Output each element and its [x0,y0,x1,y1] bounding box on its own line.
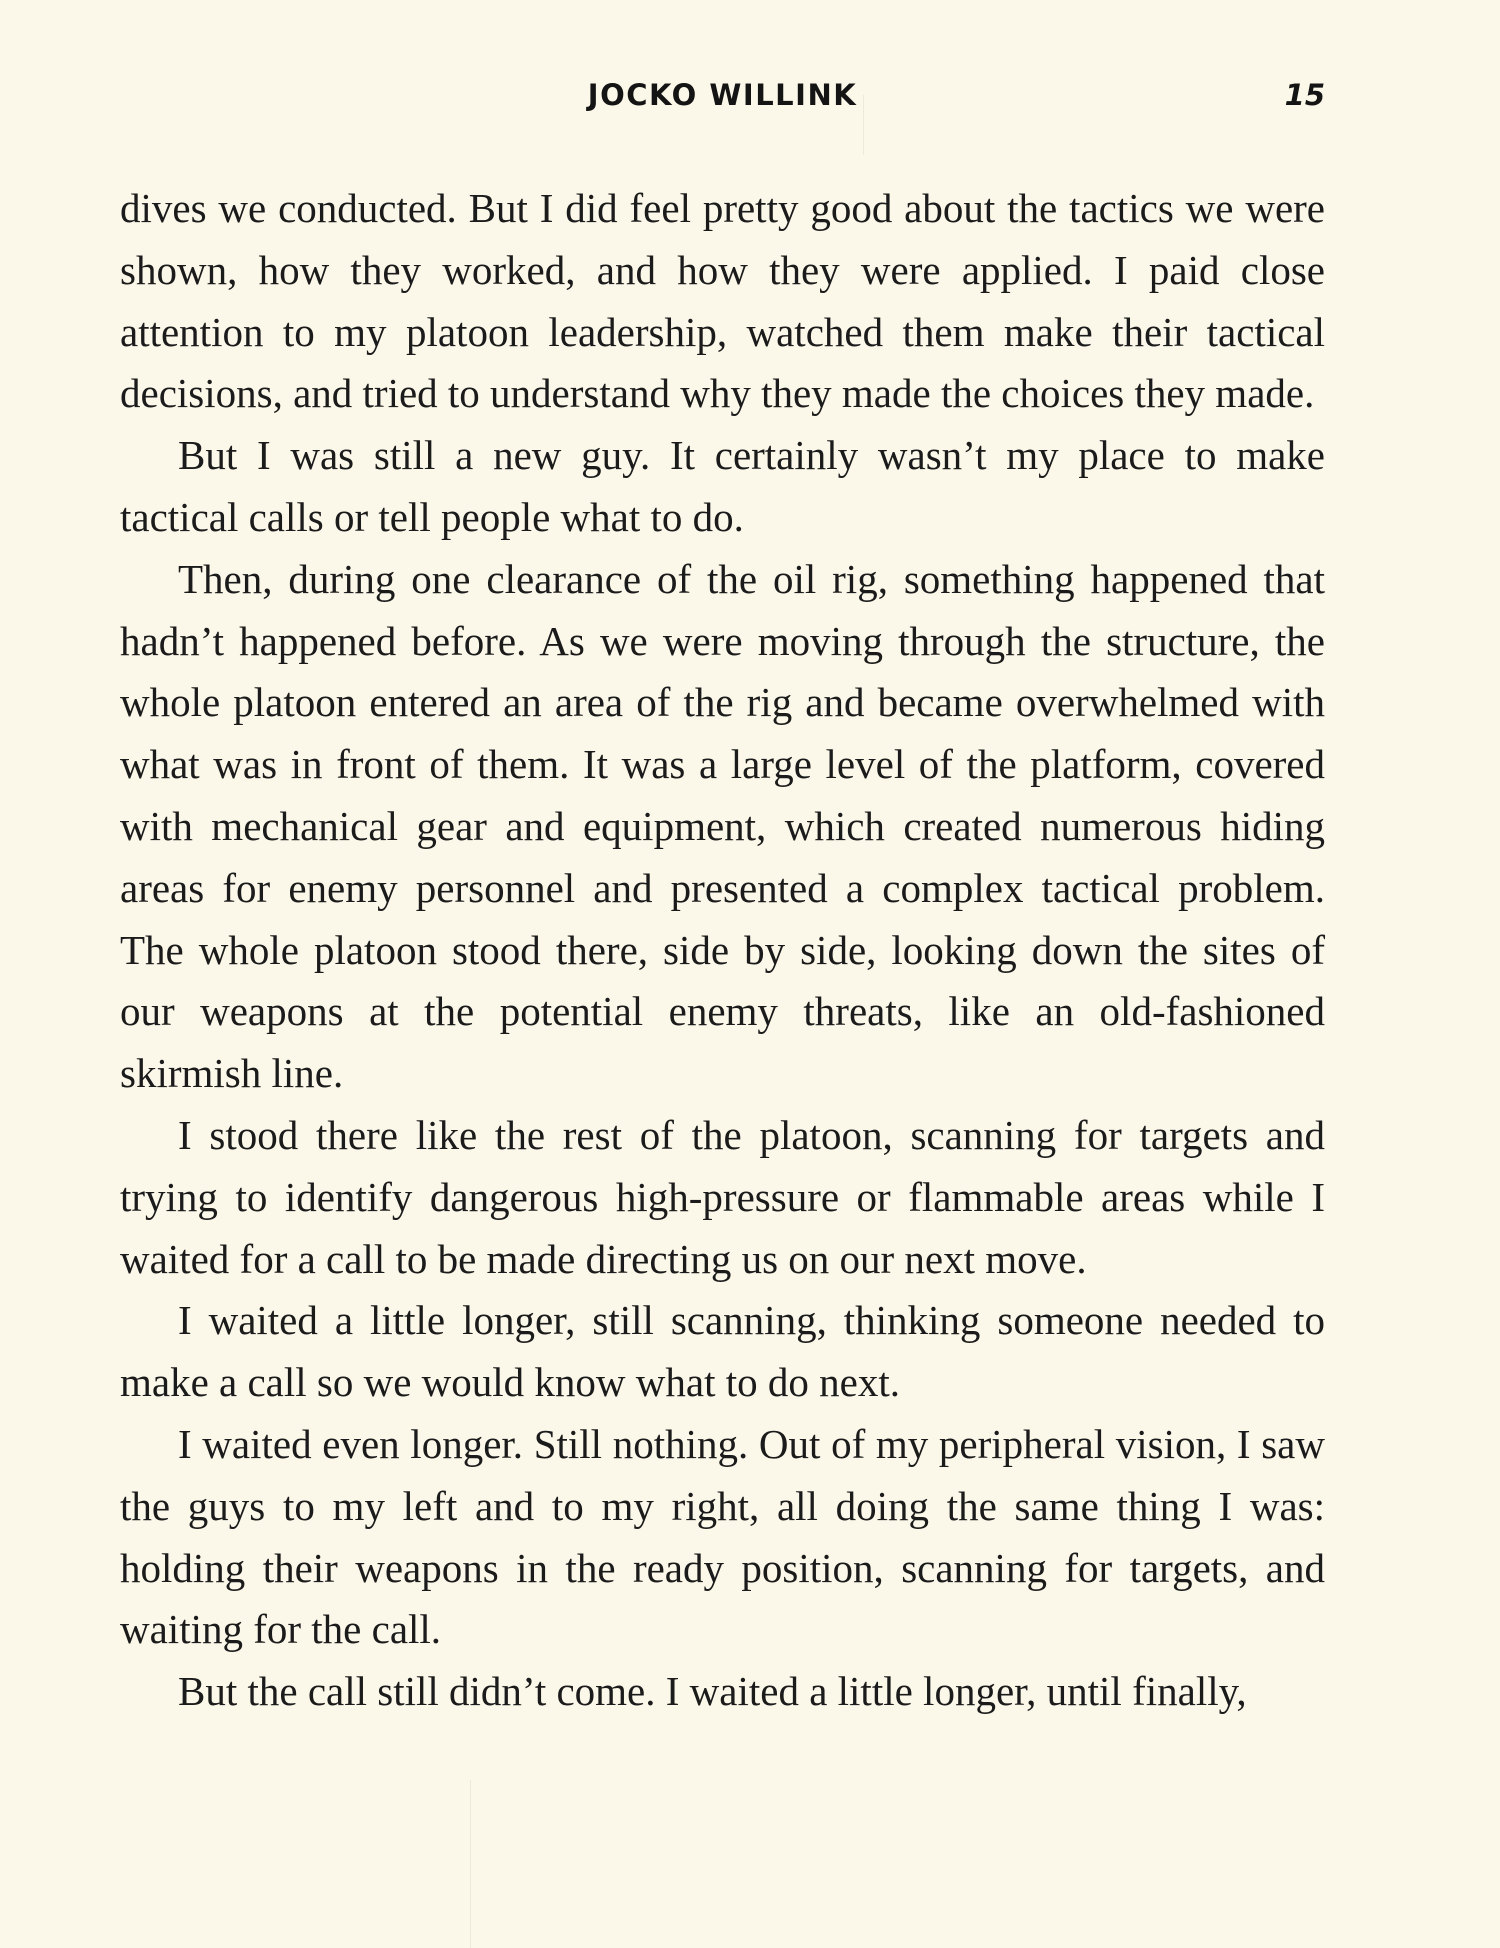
page-header [120,78,1325,118]
paragraph: I waited even longer. Still nothing. Out of my peripheral vision, I saw the guys to my left and to my right, all doing the same thing I was: holding their weapons in the ready position, scanning for targets, and waiting for the call. [120,1420,1325,1653]
body-text [120,178,1325,1723]
paragraph: I stood there like the rest of the platoon, scanning for targets and trying to identify dangerous high-pressure or flammable areas while I waited for a call to be made directing us on our next move. [120,1111,1325,1282]
paragraph: But I was still a new guy. It certainly wasn’t my place to make tactical calls or tell people what to do. [120,432,1325,540]
running-head: JOCKO WILLINK [587,78,858,112]
paragraph: I waited a little longer, still scanning, thinking someone needed to make a call so we would know what to do next. [120,1297,1325,1406]
scan-artifact-line [470,1780,471,1948]
page-number: 15 [1284,78,1325,112]
paragraph: But the call still didn’t come. I waited a little longer, until finally, [178,1668,1247,1715]
paragraph: dives we conducted. But I did feel pretty good about the tactics we were shown, how they worked, and how they were applied. I paid close attention to my platoon leadership, watched them make their tactical decisions, and tried to understand why they made the choices they made. [120,185,1325,417]
paragraph: Then, during one clearance of the oil rig, something happened that hadn’t happened before. As we were moving through the structure, the whole platoon entered an area of the rig and became overwhelmed with what was in front of them. It was a large level of the platform, covered with mechanical gear and equipment, which created numerous hiding areas for enemy personnel and presented a complex tactical problem. The whole platoon stood there, side by side, looking down the sites of our weapons at the potential enemy threats, like an old-fashioned skirmish line. [120,555,1325,1097]
